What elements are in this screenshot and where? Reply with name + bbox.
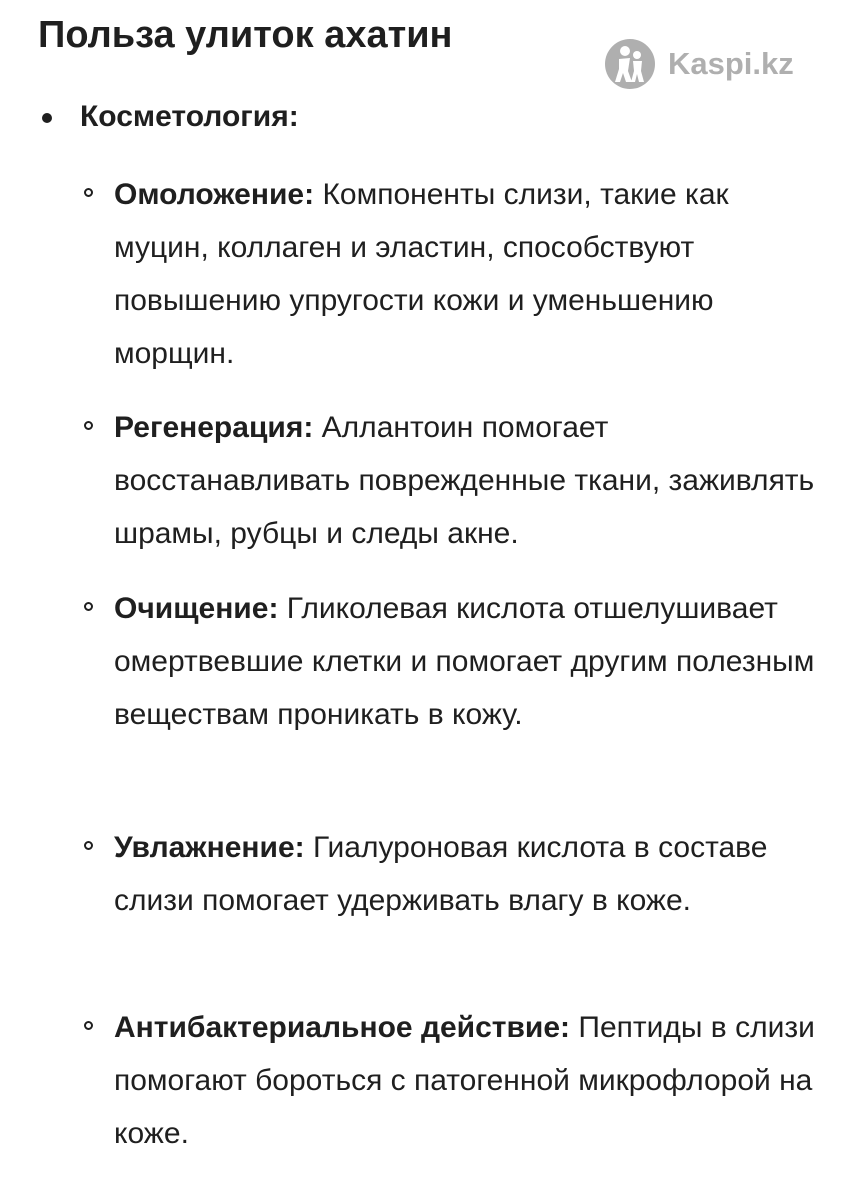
item-text: [114, 401, 826, 560]
item-description: Гиалуроновая кислота в составе слизи помогает удерживать влагу в коже.: [114, 831, 768, 917]
item-term: Увлажнение:: [114, 831, 305, 864]
item-description: Аллантоин помогает восстанавливать поврежденные ткани, заживлять шрамы, рубцы и следы акне.: [114, 411, 815, 550]
circle-bullet-icon: [84, 841, 93, 850]
item-term: Омоложение:: [114, 178, 315, 211]
item-text: [114, 582, 826, 741]
circle-bullet-icon: [84, 421, 93, 430]
item-term: Очищение:: [114, 592, 279, 625]
kaspi-watermark: [604, 38, 794, 90]
page-title: Польза улиток ахатин: [38, 14, 453, 56]
circle-bullet-icon: [84, 602, 93, 611]
item-term: Регенерация:: [114, 411, 314, 444]
item-description: Гликолевая кислота отшелушивает омертвевшие клетки и помогает другим полезным веществам проникать в кожу.: [114, 592, 815, 731]
bullet-disc-icon: [42, 113, 52, 123]
item-description: Пептиды в слизи помогают бороться с патогенной микрофлорой на коже.: [114, 1011, 815, 1150]
circle-bullet-icon: [84, 1021, 93, 1030]
item-description: Компоненты слизи, такие как муцин, коллаген и эластин, способствуют повышению упругости кожи и уменьшению морщин.: [114, 178, 729, 370]
item-text: [114, 168, 826, 380]
kaspi-logo-icon: [604, 38, 656, 90]
item-text: [114, 821, 826, 927]
circle-bullet-icon: [84, 188, 93, 197]
item-term: Антибактериальное действие:: [114, 1011, 571, 1044]
section-heading: Косметология:: [80, 100, 299, 133]
item-text: [114, 1001, 826, 1160]
watermark-text: Kaspi.kz: [668, 46, 794, 81]
